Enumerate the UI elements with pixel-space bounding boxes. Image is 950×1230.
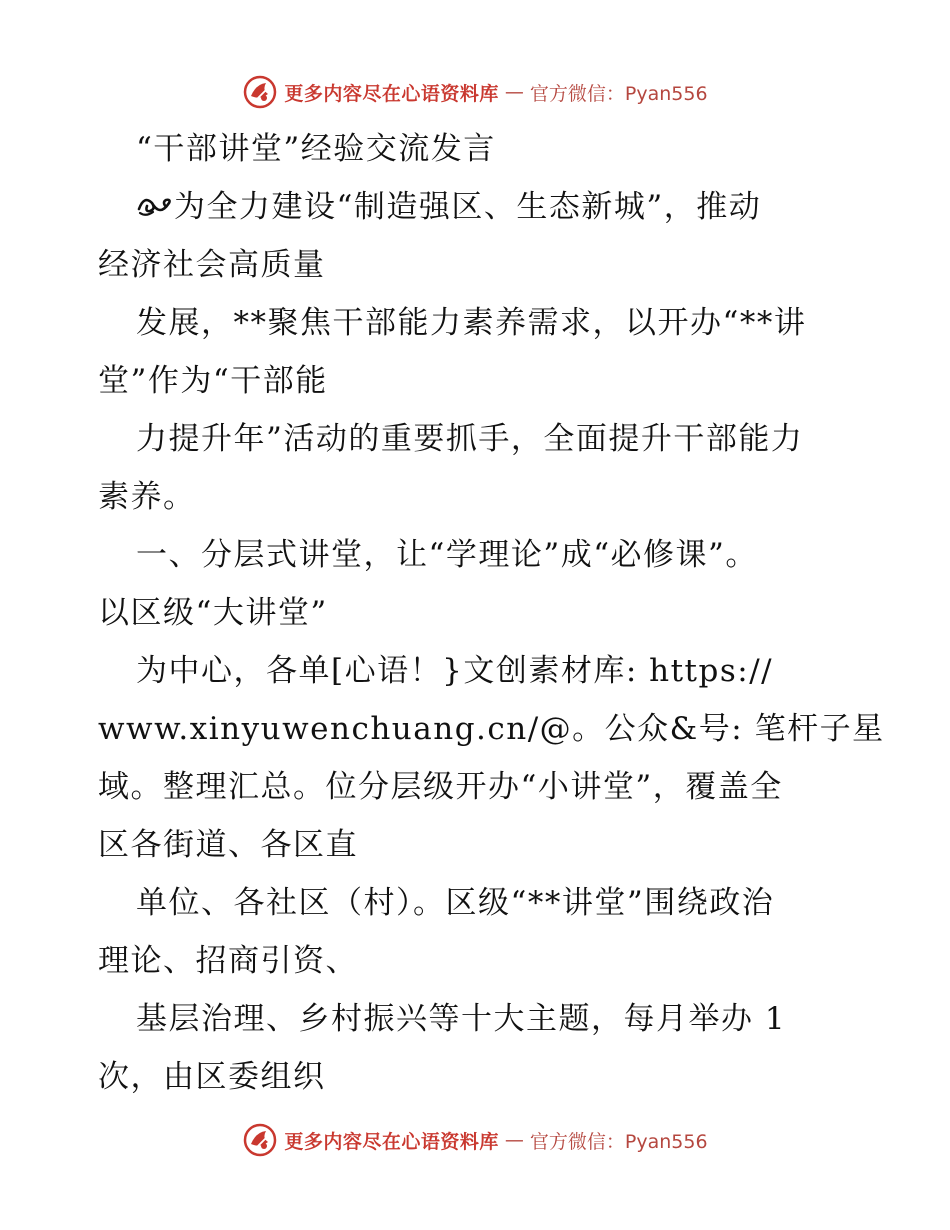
paragraph-line (98, 178, 858, 236)
paragraph-line: 次，由区委组织 (98, 1059, 326, 1095)
watermark-content (242, 74, 707, 110)
watermark-banner-top (0, 72, 950, 112)
paragraph-line: 堂”作为“干部能 (98, 363, 328, 399)
paragraph-line: 发展，**聚焦干部能力素养需求，以开办“**讲 (136, 305, 807, 341)
paragraph-line: 基层治理、乡村振兴等十大主题，每月举办 1 (136, 1001, 787, 1037)
brand-logo-icon (242, 1122, 278, 1158)
paragraph-line: 以区级“大讲堂” (98, 595, 328, 631)
watermark-separator: — (504, 1129, 524, 1151)
paragraph-line: 素养。 (98, 479, 196, 515)
watermark-contact: 官方微信：Pyan556 (529, 82, 708, 105)
watermark-separator: — (504, 81, 524, 103)
watermark-text: 更多内容尽在心语资料库 (284, 82, 499, 105)
paragraph-line: www.xinyuwenchuang.cn/@。公众&号: 笔杆子星 (98, 711, 885, 747)
watermark-banner-bottom (0, 1120, 950, 1160)
paragraph-line: 力提升年”活动的重要抓手，全面提升干部能力 (136, 421, 804, 457)
paragraph-line-text: 为全力建设“制造强区、生态新城”，推动 (174, 189, 762, 225)
paragraph-line: 理论、招商引资、 (98, 943, 358, 979)
document-body (98, 120, 885, 1106)
paragraph-line: 经济社会高质量 (98, 247, 326, 283)
watermark-contact: 官方微信：Pyan556 (529, 1130, 708, 1153)
section-heading-line: 一、分层式讲堂，让“学理论”成“必修课”。 (136, 537, 758, 573)
paragraph-line: 域。整理汇总。位分层级开办“小讲堂”，覆盖全 (98, 769, 783, 805)
flourish-ornament-icon (136, 191, 174, 221)
paragraph-line: 为中心，各单[心语！}文创素材库: https:// (136, 653, 774, 689)
brand-logo-icon (242, 74, 278, 110)
watermark-text: 更多内容尽在心语资料库 (284, 1130, 499, 1153)
watermark-content (242, 1122, 707, 1158)
paragraph-line: 区各街道、各区直 (98, 827, 358, 863)
document-title: “干部讲堂”经验交流发言 (136, 131, 496, 167)
paragraph-line: 单位、各社区（村）。区级“**讲堂”围绕政治 (136, 885, 775, 921)
